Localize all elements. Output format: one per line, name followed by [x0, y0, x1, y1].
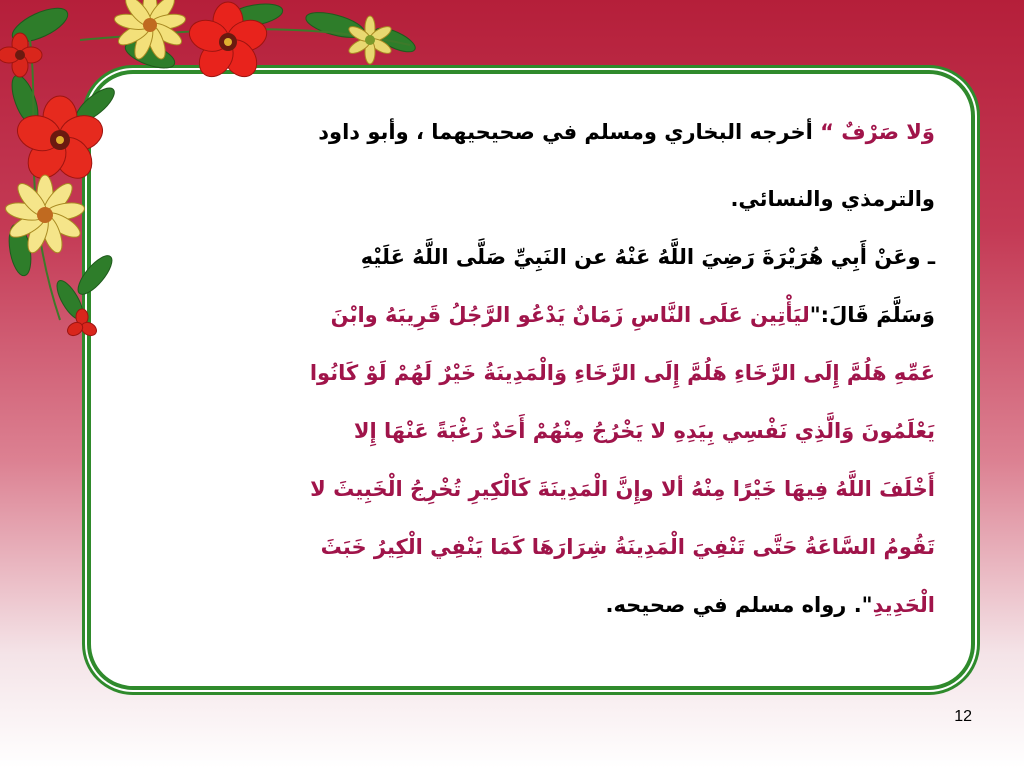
source-text: أخرجه البخاري ومسلم في صحيحيهما ، وأبو داود	[318, 120, 821, 144]
hadith-text	[125, 112, 935, 634]
quote-fragment: ليَأْتِين عَلَى النَّاسِ زَمَانٌ يَدْعُو الرَّجُلُ قَرِيبَهُ وابْنَ	[330, 303, 810, 327]
text-line	[125, 228, 935, 286]
quote-fragment: تَقُومُ السَّاعَةُ حَتَّى تَنْفِيَ الْمَدِينَةُ شِرَارَهَا كَمَا يَنْفِي الْكِيرُ خَبَثَ	[320, 535, 935, 559]
quote-fragment: يَعْلَمُونَ وَالَّذِي نَفْسِي بِيَدِهِ لا يَخْرُجُ مِنْهُمْ أَحَدٌ رَغْبَةً عَنْهَا إِلا	[353, 419, 935, 443]
source-text: ". رواه مسلم في صحيحه.	[605, 593, 873, 617]
text-line	[125, 286, 935, 344]
text-line	[125, 112, 935, 152]
slide-number: 12	[954, 708, 972, 725]
text-line	[125, 170, 935, 228]
narration-text: وَسَلَّمَ قَالَ:"	[809, 303, 935, 327]
quote-fragment: عَمِّهِ هَلُمَّ إِلَى الرَّخَاءِ هَلُمَّ إِلَى الرَّخَاءِ وَالْمَدِينَةُ خَيْرٌ لَهُمْ لَوْ كَانُوا	[309, 361, 935, 385]
text-line	[125, 344, 935, 402]
quote-fragment: الْحَدِيدِ	[872, 593, 935, 617]
quote-fragment: أَخْلَفَ اللَّهُ فِيهَا خَيْرًا مِنْهُ ألا وإِنَّ الْمَدِينَةَ كَالْكِيرِ تُخْرِجُ الْخَبِيثَ لا	[310, 477, 935, 501]
quote-fragment: وَلا صَرْفٌ “	[820, 120, 935, 144]
text-line	[125, 460, 935, 518]
text-line	[125, 576, 935, 634]
text-line	[125, 402, 935, 460]
text-line	[125, 518, 935, 576]
narration-text: ـ وعَنْ أَبِي هُرَيْرَةَ رَضِيَ اللَّهُ عَنْهُ عن النَبِيِّ صَلَّى اللَّهُ عَلَيْهِ	[360, 245, 935, 269]
source-text: والترمذي والنسائي.	[730, 187, 935, 211]
